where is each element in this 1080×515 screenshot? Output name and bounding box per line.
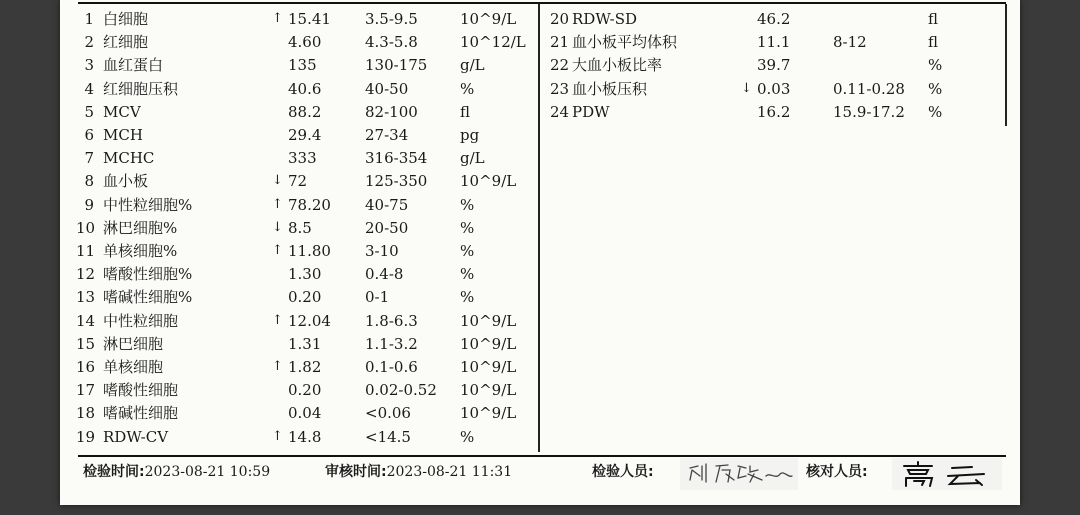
abnormal-flag: ↑: [272, 359, 283, 374]
row-number: 10: [76, 218, 96, 237]
abnormal-flag: ↑: [272, 428, 283, 444]
result-row: [0, 427, 1080, 450]
checker: [806, 463, 868, 481]
result-unit: %: [460, 427, 475, 446]
result-value: 1.31: [288, 334, 322, 353]
reference-range: 4.3-5.8: [365, 33, 418, 52]
reference-range: 15.9-17.2: [833, 102, 905, 121]
result-unit: %: [460, 195, 475, 214]
review-time-label: 审核时间:: [325, 464, 387, 480]
result-row: [0, 287, 1080, 310]
reference-range: 3.5-9.5: [365, 10, 418, 28]
abnormal-flag: ↑: [272, 312, 283, 328]
reference-range: 8-12: [833, 33, 867, 52]
result-unit: 10^9/L: [460, 10, 517, 28]
result-unit: 10^9/L: [460, 311, 517, 330]
test-name: 单核细胞: [103, 358, 164, 376]
result-unit: %: [928, 79, 943, 98]
result-value: 12.04: [288, 311, 331, 330]
test-name: 淋巴细胞: [103, 334, 164, 353]
result-unit: %: [928, 56, 943, 75]
reference-range: 0.11-0.28: [833, 79, 905, 98]
row-number: 23: [550, 79, 570, 98]
row-number: 22: [550, 56, 570, 75]
test-name: RDW-CV: [103, 427, 169, 446]
test-time-value: 2023-08-21 10:59: [144, 464, 271, 480]
result-unit: 10^12/L: [460, 33, 526, 52]
row-number: 9: [84, 195, 94, 214]
reference-range: 316-354: [365, 149, 428, 168]
result-unit: %: [928, 102, 943, 121]
reference-range: 0-1: [365, 288, 390, 307]
abnormal-flag: ↓: [272, 173, 283, 189]
abnormal-flag: ↓: [741, 80, 752, 96]
result-row: [0, 241, 1080, 264]
test-name: MCV: [103, 102, 141, 121]
test-name: 嗜碱性细胞%: [103, 288, 193, 307]
result-unit: 10^9/L: [460, 358, 517, 376]
test-name: 血小板: [103, 172, 149, 191]
row-number: 1: [84, 10, 94, 28]
result-unit: %: [460, 79, 475, 98]
reference-range: 40-50: [365, 79, 409, 98]
result-row: [0, 125, 1080, 148]
test-name: 白细胞: [103, 10, 149, 28]
tester-label: 检验人员:: [592, 464, 654, 480]
result-unit: 10^9/L: [460, 172, 517, 191]
row-number: 5: [84, 102, 94, 121]
row-number: 19: [76, 427, 96, 446]
reference-range: 82-100: [365, 102, 418, 121]
result-value: 46.2: [757, 10, 791, 28]
row-number: 7: [84, 149, 94, 168]
reference-range: 1.8-6.3: [365, 311, 418, 330]
row-number: 13: [76, 288, 96, 307]
row-number: 17: [76, 381, 96, 400]
reference-range: 20-50: [365, 218, 409, 237]
row-number: 16: [76, 358, 96, 376]
row-number: 15: [76, 334, 96, 353]
row-number: 11: [76, 242, 96, 260]
result-value: 88.2: [288, 102, 322, 121]
result-row: [0, 32, 1080, 55]
result-value: 0.04: [288, 404, 322, 423]
reference-range: 0.1-0.6: [365, 358, 418, 376]
result-row: [0, 9, 1080, 32]
reference-range: 0.4-8: [365, 265, 404, 284]
result-unit: fl: [928, 33, 939, 52]
result-unit: %: [460, 218, 475, 237]
test-name: 红细胞压积: [103, 79, 179, 98]
result-value: 4.60: [288, 33, 322, 52]
row-number: 21: [550, 33, 570, 52]
result-value: 11.80: [288, 242, 331, 260]
result-unit: g/L: [460, 149, 485, 168]
test-name: 淋巴细胞%: [103, 218, 178, 237]
row-number: 6: [84, 126, 94, 144]
footer-rule: [78, 455, 1006, 457]
row-number: 20: [550, 10, 570, 28]
result-value: 0.20: [288, 288, 322, 307]
review-time: [325, 463, 512, 481]
row-number: 14: [76, 311, 96, 330]
row-number: 24: [550, 102, 570, 121]
test-name: 血小板平均体积: [572, 33, 678, 52]
test-time-label: 检验时间:: [83, 464, 145, 480]
result-row: [0, 264, 1080, 287]
abnormal-flag: ↑: [272, 11, 283, 26]
row-number: 18: [76, 404, 96, 423]
result-value: 0.03: [757, 79, 791, 98]
result-unit: %: [460, 265, 475, 284]
test-name: 嗜酸性细胞: [103, 381, 179, 400]
tester-signature: [680, 458, 798, 490]
result-value: 0.20: [288, 381, 322, 400]
result-value: 1.30: [288, 265, 322, 284]
reference-range: 40-75: [365, 195, 409, 214]
result-row: [0, 357, 1080, 380]
abnormal-flag: ↑: [272, 243, 283, 258]
result-row: [0, 403, 1080, 426]
test-name: 单核细胞%: [103, 242, 178, 260]
result-value: 72: [288, 172, 308, 191]
result-row: [0, 218, 1080, 241]
result-value: 78.20: [288, 195, 331, 214]
test-time: [83, 463, 270, 481]
top-rule: [78, 2, 1006, 4]
result-value: 11.1: [757, 33, 791, 52]
test-name: 红细胞: [103, 33, 149, 52]
test-name: RDW-SD: [572, 10, 638, 28]
reference-range: <14.5: [365, 427, 411, 446]
result-unit: pg: [460, 126, 480, 144]
result-row: [0, 79, 1080, 102]
result-row: [0, 195, 1080, 218]
abnormal-flag: ↑: [272, 196, 283, 212]
abnormal-flag: ↓: [272, 219, 283, 235]
result-value: 1.82: [288, 358, 322, 376]
reference-range: 0.02-0.52: [365, 381, 437, 400]
reference-range: 1.1-3.2: [365, 334, 418, 353]
reference-range: 3-10: [365, 242, 399, 260]
result-value: 39.7: [757, 56, 791, 75]
checker-signature: [892, 458, 1002, 490]
row-number: 3: [84, 56, 94, 75]
result-unit: fl: [928, 10, 939, 28]
result-unit: fl: [460, 102, 471, 121]
row-number: 12: [76, 265, 96, 284]
result-row: [0, 148, 1080, 171]
result-row: [0, 171, 1080, 194]
test-name: 大血小板比率: [572, 56, 663, 75]
result-unit: g/L: [460, 56, 485, 75]
reference-range: 27-34: [365, 126, 409, 144]
result-unit: 10^9/L: [460, 334, 517, 353]
result-unit: 10^9/L: [460, 404, 517, 423]
test-name: 中性粒细胞: [103, 311, 179, 330]
test-name: 嗜酸性细胞%: [103, 265, 193, 284]
result-value: 135: [288, 56, 317, 75]
test-name: MCHC: [103, 149, 155, 168]
row-number: 4: [84, 79, 94, 98]
result-unit: %: [460, 242, 475, 260]
test-name: PDW: [572, 102, 610, 121]
result-value: 15.41: [288, 10, 331, 28]
result-row: [0, 311, 1080, 334]
result-row: [0, 380, 1080, 403]
test-name: 嗜碱性细胞: [103, 404, 179, 423]
tester: [592, 463, 654, 481]
result-value: 8.5: [288, 218, 312, 237]
test-name: 血红蛋白: [103, 56, 164, 75]
row-number: 8: [84, 172, 94, 191]
reference-range: 130-175: [365, 56, 428, 75]
result-value: 333: [288, 149, 317, 168]
reference-range: <0.06: [365, 404, 411, 423]
checker-label: 核对人员:: [806, 464, 868, 480]
result-unit: 10^9/L: [460, 381, 517, 400]
result-value: 16.2: [757, 102, 791, 121]
result-unit: %: [460, 288, 475, 307]
review-time-value: 2023-08-21 11:31: [386, 464, 513, 480]
test-name: 中性粒细胞%: [103, 195, 193, 214]
test-name: MCH: [103, 126, 143, 144]
result-value: 14.8: [288, 427, 322, 446]
result-row: [0, 334, 1080, 357]
result-value: 29.4: [288, 126, 322, 144]
result-value: 40.6: [288, 79, 322, 98]
result-row: [0, 102, 1080, 125]
row-number: 2: [84, 33, 94, 52]
result-row: [0, 55, 1080, 78]
reference-range: 125-350: [365, 172, 428, 191]
test-name: 血小板压积: [572, 79, 648, 98]
